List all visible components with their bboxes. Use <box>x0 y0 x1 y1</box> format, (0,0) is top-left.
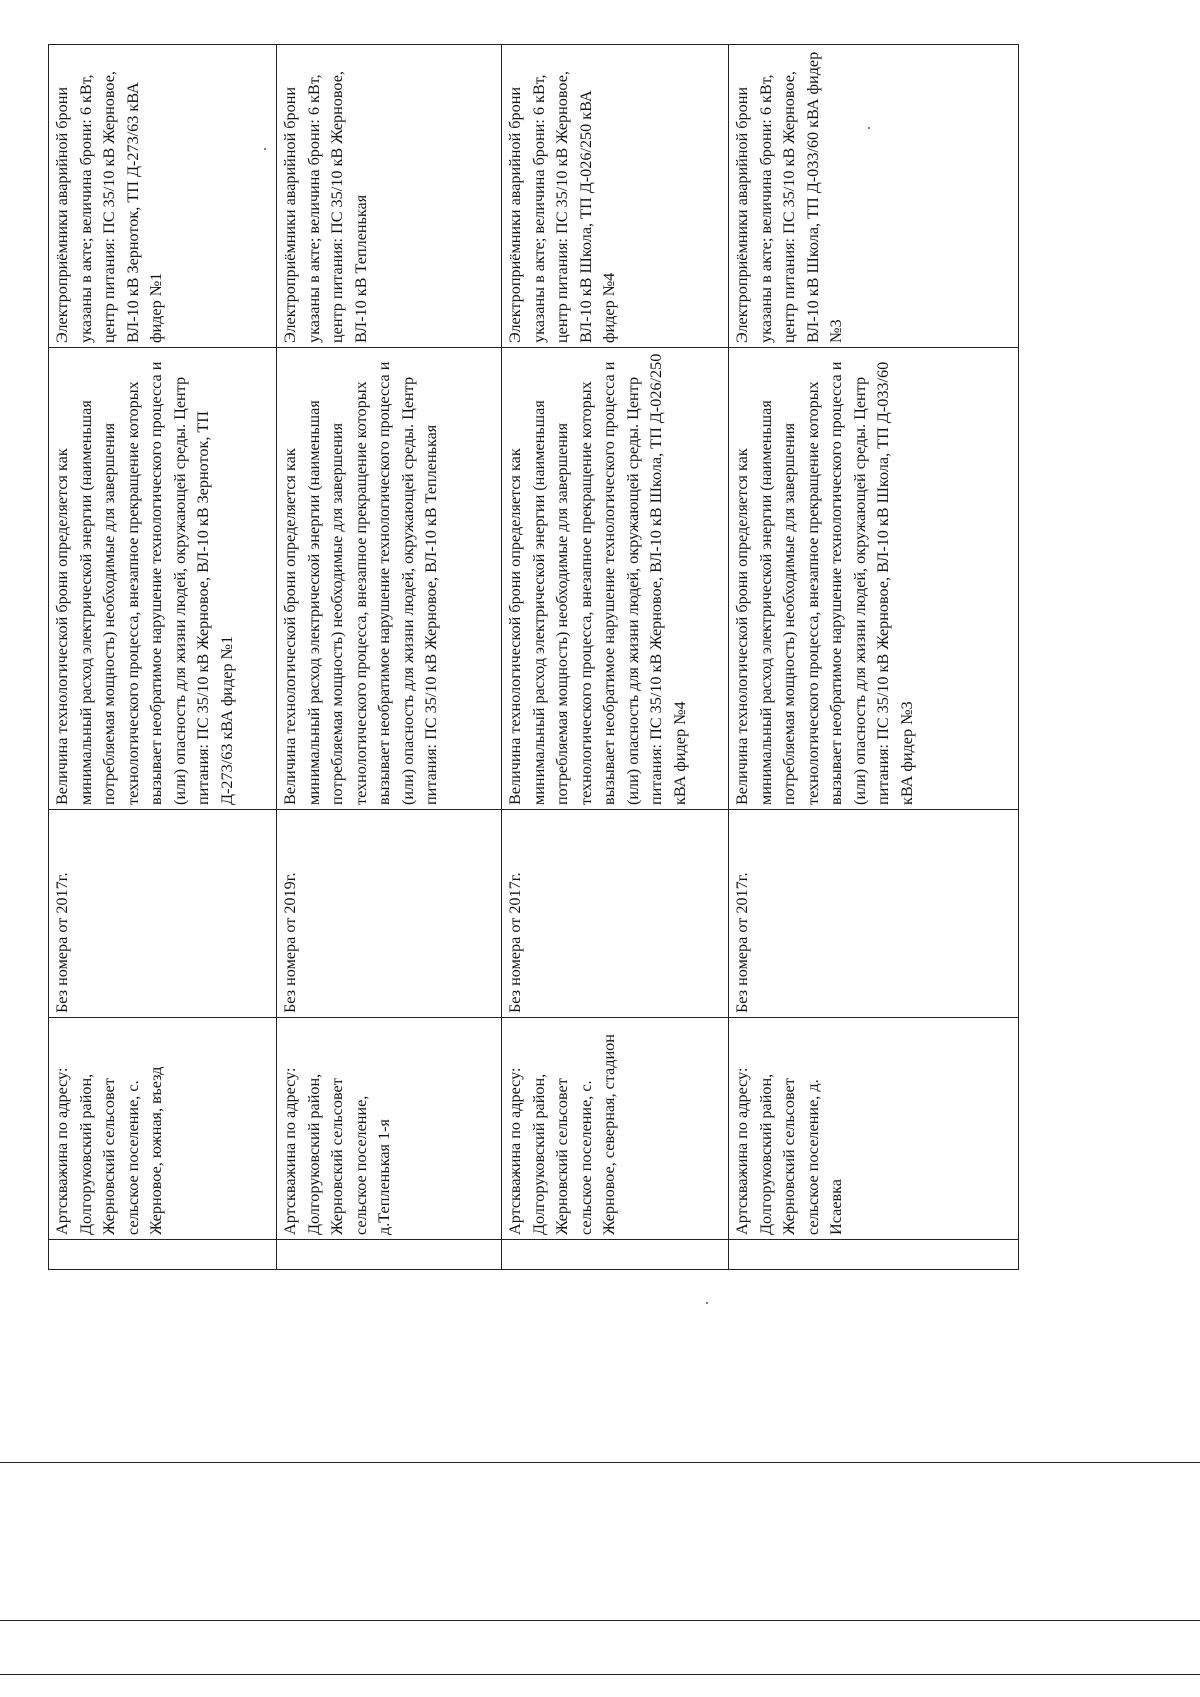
rotated-page-content <box>48 45 1018 1270</box>
number-cell <box>729 1240 1019 1270</box>
emergency-reserve-cell: Электроприёмники аварийной брони указаны в акте; величина брони: 6 кВт, центр питания: ПС 35/10 кВ Жерновое, ВЛ-10 кВ Тепленькая <box>277 45 502 348</box>
scan-speck <box>706 1302 708 1304</box>
address-cell: Артскважина по адресу: Долгоруковский район, Жерновский сельсовет сельское поселение, д. Исаевка <box>729 1018 1019 1240</box>
address-cell: Артскважина по адресу: Долгоруковский район, Жерновский сельсовет сельское поселение, д.Тепленькая 1-я <box>277 1018 502 1240</box>
tech-reserve-cell: Величина технологической брони определяется как минимальный расход электрической энергии (наименьшая потребляемая мощность) необходимые для завершения технологического процесса, внезапное прекращение которых вызывает необратимое нарушение технологического процесса и (или) опасность для жизни людей, окружающей среды. Центр питания: ПС 35/10 кВ Жерновое, ВЛ-10 кВ Зерноток, ТП Д-273/63 кВА фидер №1 <box>49 348 277 810</box>
tech-reserve-cell: Величина технологической брони определяется как минимальный расход электрической энергии (наименьшая потребляемая мощность) необходимые для завершения технологического процесса, внезапное прекращение которых вызывает необратимое нарушение технологического процесса и (или) опасность для жизни людей, окружающей среды. Центр питания: ПС 35/10 кВ Жерновое, ВЛ-10 кВ Тепленькая <box>277 348 502 810</box>
number-cell <box>49 1240 277 1270</box>
act-cell: Без номера от 2017г. <box>49 810 277 1018</box>
address-cell: Артскважина по адресу: Долгоруковский район, Жерновский сельсовет сельское поселение, с. Жерновое, северная, стадион <box>502 1018 729 1240</box>
divider-line <box>0 1462 1200 1463</box>
number-cell <box>502 1240 729 1270</box>
act-cell: Без номера от 2017г. <box>729 810 1019 1018</box>
table-row <box>502 45 729 1270</box>
act-cell: Без номера от 2017г. <box>502 810 729 1018</box>
emergency-reserve-cell: Электроприёмники аварийной брони указаны в акте; величина брони: 6 кВт, центр питания: ПС 35/10 кВ Жерновое, ВЛ-10 кВ Школа, ТП Д-033/60 кВА фидер №3 <box>729 45 1019 348</box>
scan-speck <box>264 148 266 150</box>
table-row <box>277 45 502 1270</box>
tech-reserve-cell: Величина технологической брони определяется как минимальный расход электрической энергии (наименьшая потребляемая мощность) необходимые для завершения технологического процесса, внезапное прекращение которых вызывает необратимое нарушение технологического процесса и (или) опасность для жизни людей, окружающей среды. Центр питания: ПС 35/10 кВ Жерновое, ВЛ-10 кВ Школа, ТП Д-033/60 кВА фидер №3 <box>729 348 1019 810</box>
table-row <box>49 45 277 1270</box>
scan-speck <box>868 127 870 129</box>
emergency-reserve-cell: Электроприёмники аварийной брони указаны в акте; величина брони: 6 кВт, центр питания: ПС 35/10 кВ Жерновое, ВЛ-10 кВ Школа, ТП Д-026/250 кВА фидер №4 <box>502 45 729 348</box>
divider-line <box>0 1620 1200 1621</box>
divider-line <box>0 1674 1200 1675</box>
address-cell: Артскважина по адресу: Долгоруковский район, Жерновский сельсовет сельское поселение, с. Жерновое, южная, въезд <box>49 1018 277 1240</box>
reservation-table <box>48 44 1019 1270</box>
emergency-reserve-cell: Электроприёмники аварийной брони указаны в акте; величина брони: 6 кВт, центр питания: ПС 35/10 кВ Жерновое, ВЛ-10 кВ Зерноток, ТП Д-273/63 кВА фидер №1 <box>49 45 277 348</box>
tech-reserve-cell: Величина технологической брони определяется как минимальный расход электрической энергии (наименьшая потребляемая мощность) необходимые для завершения технологического процесса, внезапное прекращение которых вызывает необратимое нарушение технологического процесса и (или) опасность для жизни людей, окружающей среды. Центр питания: ПС 35/10 кВ Жерновое, ВЛ-10 кВ Школа, ТП Д-026/250 кВА фидер №4 <box>502 348 729 810</box>
act-cell: Без номера от 2019г. <box>277 810 502 1018</box>
number-cell <box>277 1240 502 1270</box>
table-row <box>729 45 1019 1270</box>
